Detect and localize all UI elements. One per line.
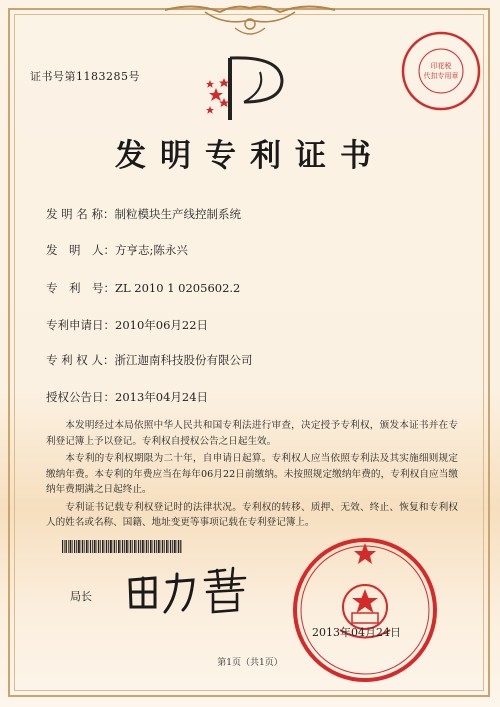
- paragraph: 本发明经过本局依照中华人民共和国专利法进行审查，决定授予专利权，颁发本证书并在专利登记簿上予以登记。专利权自授权公告之日起生效。: [46, 420, 458, 447]
- field-label: 授权公告日：: [46, 390, 115, 404]
- field-label: 专 利 权 人：: [46, 353, 115, 367]
- field-value: ZL 2010 1 0205602.2: [115, 281, 241, 295]
- director-signature: [125, 562, 255, 617]
- field-inventor: [46, 242, 188, 258]
- certificate-title: 发明专利证书: [115, 138, 385, 174]
- paragraph: 专利证书记载专利权登记时的法律状况。专利权的转移、质押、无效、终止、恢复和专利权人的姓名或名称、国籍、地址变更等事项记载在专利登记簿上。: [46, 501, 458, 528]
- field-value: 2013年04月24日: [115, 390, 209, 404]
- field-value: 2010年06月22日: [115, 318, 209, 332]
- field-grant-date: [46, 389, 208, 405]
- page-number: 第1页（共1页）: [217, 658, 283, 668]
- svg-text:代扣专用章: 代扣专用章: [423, 72, 459, 80]
- field-application-date: [46, 317, 208, 333]
- field-value: 方亨志;陈永兴: [115, 243, 188, 257]
- certificate-number: 证书号第1183285号: [30, 70, 140, 83]
- top-ornament: [165, 2, 335, 42]
- certificate-body: [46, 418, 458, 533]
- field-label: 发 明 人：: [46, 243, 115, 257]
- seal-date: 2013年04月24日: [312, 626, 401, 639]
- patent-office-logo: [200, 50, 300, 125]
- svg-text:印花税: 印花税: [430, 62, 452, 70]
- field-label: 发 明 名 称：: [46, 207, 115, 221]
- director-label: 局长: [70, 590, 92, 603]
- field-label: 专利申请日：: [46, 318, 115, 332]
- barcode: [62, 540, 182, 553]
- field-patentee: [46, 352, 252, 368]
- field-label: 专 利 号：: [46, 281, 115, 295]
- field-value: 浙江迦南科技股份有限公司: [114, 353, 253, 367]
- tax-stamp: [400, 30, 482, 112]
- field-invention-name: [46, 206, 241, 222]
- field-patent-number: [46, 280, 240, 296]
- field-value: 制粒模块生产线控制系统: [114, 207, 241, 221]
- paragraph: 本专利的专利权期限为二十年，自申请日起算。专利权人应当依照专利法及其实施细则规定缴纳年费。本专利的年费应当在每年06月22日前缴纳。未按照规定缴纳年费的，专利权自应当缴纳年费期满之日起终止。: [46, 453, 458, 495]
